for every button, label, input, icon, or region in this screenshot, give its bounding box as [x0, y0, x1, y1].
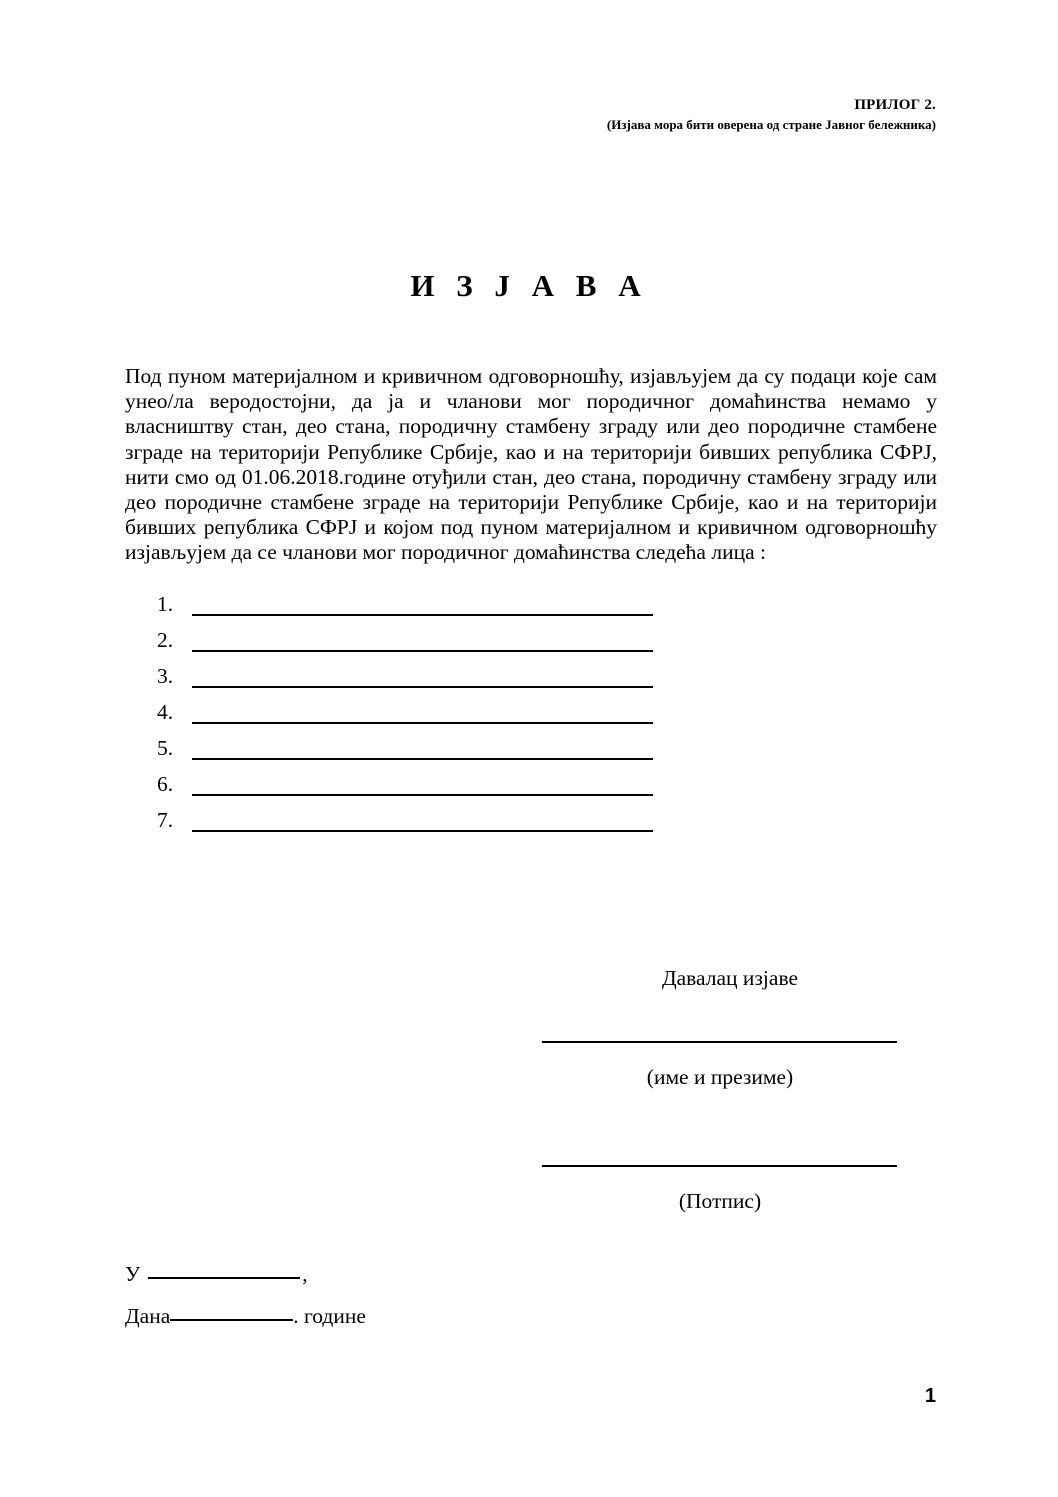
list-item — [157, 801, 677, 837]
page-title: И З Ј А В А — [410, 268, 648, 303]
name-caption: (име и презиме) — [646, 1065, 794, 1089]
signature-caption: (Потпис) — [678, 1188, 762, 1213]
date-prefix-label: Дана — [125, 1304, 171, 1328]
place-prefix-label: У — [125, 1262, 141, 1286]
list-item — [157, 657, 677, 693]
list-item — [157, 729, 677, 765]
list-item-number: 3. — [157, 663, 174, 688]
date-row — [125, 1295, 366, 1337]
document-header — [607, 96, 936, 134]
member-name-blank-line[interactable] — [192, 830, 653, 832]
place-blank-field[interactable] — [148, 1277, 300, 1279]
notary-note: (Изјава мора бити оверена од стране Јавног бележника) — [606, 116, 936, 132]
member-name-blank-line[interactable] — [192, 722, 653, 724]
member-name-blank-line[interactable] — [192, 758, 653, 760]
statement-paragraph: Под пуном материјалном и кривичном одговорношћу, изјављујем да су подаци које сам унео/ла веродостојни, да ја и чланови мог породичног домаћинства немамо у власништву стан, део стана, породичну стамбену зграду или део породичне стамбене зграде на територији Републике Србије, као и на територији бивших република СФРЈ, нити смо од 01.06.2018.године отуђили стан, део стана, породичну стамбену зграду или део породичне стамбене зграде на територији Републике Србије, као и на територији бивших република СФРЈ и којом под пуном материјалном и кривичном одговорношћу изјављујем да се чланови мог породичног домаћинства следећа лица : — [125, 364, 937, 565]
list-item-number: 5. — [157, 735, 174, 760]
list-item — [157, 765, 677, 801]
date-blank-field[interactable] — [170, 1319, 293, 1321]
list-item-number: 7. — [157, 807, 174, 832]
list-item-number: 2. — [157, 627, 174, 652]
list-item — [157, 693, 677, 729]
list-item-number: 4. — [157, 699, 174, 724]
member-name-blank-line[interactable] — [192, 794, 653, 796]
page-number: 1 — [924, 1385, 936, 1407]
member-name-blank-line[interactable] — [192, 686, 653, 688]
list-item — [157, 585, 677, 621]
attachment-label: ПРИЛОГ 2. — [854, 97, 936, 113]
member-name-blank-line[interactable] — [192, 614, 653, 616]
list-item — [157, 621, 677, 657]
list-item-number: 6. — [157, 771, 174, 796]
place-row — [125, 1253, 366, 1295]
member-name-blank-line[interactable] — [192, 650, 653, 652]
place-suffix-label: , — [302, 1262, 308, 1286]
statement-body — [125, 364, 937, 566]
place-date-block — [125, 1253, 366, 1337]
signature-block — [500, 966, 940, 1215]
statement-giver-label: Давалац изјаве — [661, 966, 799, 990]
household-member-list — [157, 585, 677, 837]
list-item-number: 1. — [157, 591, 174, 616]
date-suffix-label: . године — [293, 1304, 366, 1328]
